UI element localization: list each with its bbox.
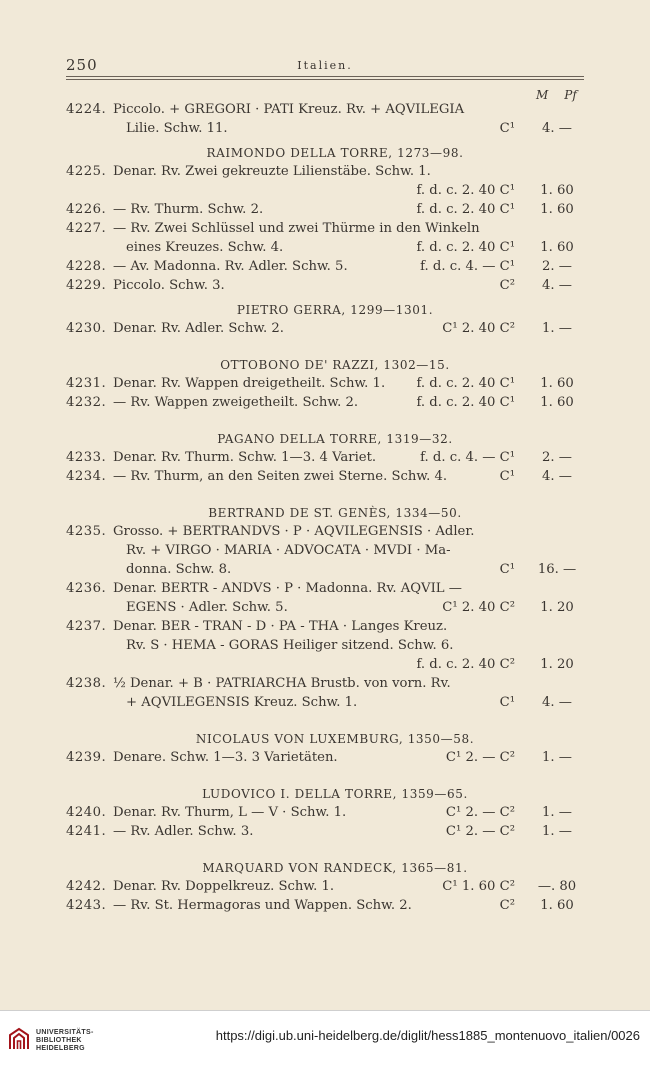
catalogue-entry bbox=[0, 162, 650, 181]
entry-continuation bbox=[0, 598, 650, 617]
entry-continuation bbox=[0, 181, 650, 200]
entry-description: Grosso. + BERTRANDVS · P · AQVILEGENSIS · Adler. bbox=[113, 524, 475, 539]
entry-price: 1. — bbox=[542, 824, 572, 839]
currency-pfennig: Pf bbox=[564, 88, 577, 102]
catalogue-entry bbox=[0, 276, 650, 295]
entry-description: Piccolo. Schw. 3. bbox=[113, 278, 225, 293]
catalogue-entry bbox=[0, 748, 650, 767]
catalogue-entry bbox=[0, 374, 650, 393]
entry-grade: f. d. c. 2. 40 C¹ bbox=[416, 183, 515, 198]
entry-number: 4236. bbox=[66, 581, 107, 596]
university-library-logo-icon bbox=[8, 1027, 30, 1051]
catalogue-entry bbox=[0, 467, 650, 486]
entry-grade: f. d. c. 4. — C¹ bbox=[420, 450, 515, 465]
entry-grade: f. d. c. 2. 40 C¹ bbox=[416, 202, 515, 217]
entry-description: Denar. Rv. Thurm, L — V · Schw. 1. bbox=[113, 805, 347, 820]
entry-price: 1. 60 bbox=[540, 240, 574, 255]
entry-number: 4234. bbox=[66, 469, 107, 484]
viewer-footer bbox=[0, 1010, 650, 1067]
entry-grade: C¹ 2. 40 C² bbox=[442, 600, 515, 615]
entry-number: 4230. bbox=[66, 321, 107, 336]
section-heading: PAGANO DELLA TORRE, 1319—32. bbox=[217, 432, 453, 446]
entry-description: — Rv. Thurm. Schw. 2. bbox=[113, 202, 264, 217]
entry-price: 1. — bbox=[542, 750, 572, 765]
catalogue-entry bbox=[0, 257, 650, 276]
entry-description: — Rv. Zwei Schlüssel und zwei Thürme in den Winkeln bbox=[113, 221, 480, 236]
spacer bbox=[0, 486, 650, 498]
entry-grade: f. d. c. 2. 40 C¹ bbox=[416, 240, 515, 255]
entry-number: 4238. bbox=[66, 676, 107, 691]
spacer bbox=[0, 841, 650, 853]
entry-description: Denar. Rv. Doppelkreuz. Schw. 1. bbox=[113, 879, 335, 894]
entry-description: Lilie. Schw. 11. bbox=[126, 121, 228, 136]
catalogue-entry bbox=[0, 319, 650, 338]
page-number: 250 bbox=[66, 56, 98, 74]
entry-number: 4231. bbox=[66, 376, 107, 391]
entry-continuation bbox=[0, 238, 650, 257]
entry-grade: C¹ 2. — C² bbox=[445, 750, 515, 765]
entry-number: 4237. bbox=[66, 619, 107, 634]
spacer bbox=[0, 767, 650, 779]
catalogue-entry bbox=[0, 100, 650, 119]
entry-description: eines Kreuzes. Schw. 4. bbox=[126, 240, 284, 255]
entry-number: 4232. bbox=[66, 395, 107, 410]
entry-description: — Rv. Adler. Schw. 3. bbox=[113, 824, 254, 839]
entry-price: 4. — bbox=[542, 469, 572, 484]
entry-grade: C² bbox=[499, 278, 515, 293]
entry-grade: C¹ bbox=[499, 695, 515, 710]
entry-description: Denare. Schw. 1—3. 3 Varietäten. bbox=[113, 750, 338, 765]
entry-grade: f. d. c. 2. 40 C¹ bbox=[416, 376, 515, 391]
entry-continuation bbox=[0, 119, 650, 138]
entry-number: 4229. bbox=[66, 278, 107, 293]
catalogue-entry bbox=[0, 219, 650, 238]
entry-price: —. 80 bbox=[537, 879, 577, 894]
entry-price: 16. — bbox=[537, 562, 577, 577]
entry-grade: C¹ 1. 60 C² bbox=[442, 879, 515, 894]
entry-number: 4235. bbox=[66, 524, 107, 539]
library-name: UNIVERSITÄTS- BIBLIOTHEK HEIDELBERG bbox=[36, 1029, 94, 1052]
entry-continuation bbox=[0, 636, 650, 655]
entry-description: Denar. Rv. Zwei gekreuzte Lilienstäbe. Schw. 1. bbox=[113, 164, 431, 179]
entry-number: 4228. bbox=[66, 259, 107, 274]
entry-grade: C¹ bbox=[499, 121, 515, 136]
section-heading: MARQUARD VON RANDECK, 1365—81. bbox=[202, 861, 468, 875]
section-heading: RAIMONDO DELLA TORRE, 1273—98. bbox=[206, 146, 464, 160]
catalogue-entry bbox=[0, 393, 650, 412]
catalogue-body bbox=[0, 100, 650, 915]
catalogue-entry bbox=[0, 896, 650, 915]
entry-description: Piccolo. + GREGORI · PATI Kreuz. Rv. + AQVILEGIA bbox=[113, 102, 465, 117]
catalogue-entry bbox=[0, 522, 650, 541]
catalogue-entry bbox=[0, 877, 650, 896]
entry-description: ½ Denar. + B · PATRIARCHA Brustb. von vorn. Rv. bbox=[113, 676, 451, 691]
currency-mark: M bbox=[536, 88, 549, 102]
header-rule bbox=[66, 76, 584, 77]
running-title: Italien. bbox=[297, 59, 353, 72]
spacer bbox=[0, 412, 650, 424]
entry-price: 2. — bbox=[542, 450, 572, 465]
spacer bbox=[0, 712, 650, 724]
entry-price: 1. 60 bbox=[540, 395, 574, 410]
catalogue-entry bbox=[0, 617, 650, 636]
entry-continuation bbox=[0, 560, 650, 579]
entry-grade: f. d. c. 2. 40 C¹ bbox=[416, 395, 515, 410]
entry-description: donna. Schw. 8. bbox=[126, 562, 232, 577]
entry-price: 1. 20 bbox=[540, 657, 574, 672]
entry-grade: f. d. c. 4. — C¹ bbox=[420, 259, 515, 274]
entry-number: 4243. bbox=[66, 898, 107, 913]
catalogue-entry bbox=[0, 822, 650, 841]
entry-number: 4224. bbox=[66, 102, 107, 117]
entry-description: Denar. BERTR - ANDVS · P · Madonna. Rv. AQVIL — bbox=[113, 581, 462, 596]
entry-continuation bbox=[0, 693, 650, 712]
page-header bbox=[66, 56, 584, 78]
entry-grade: C¹ bbox=[499, 562, 515, 577]
entry-description: Rv. + VIRGO · MARIA · ADVOCATA · MVDI · Ma- bbox=[126, 543, 451, 558]
entry-number: 4225. bbox=[66, 164, 107, 179]
section-heading: BERTRAND DE ST. GENÈS, 1334—50. bbox=[208, 506, 462, 520]
entry-grade: C¹ 2. 40 C² bbox=[442, 321, 515, 336]
entry-grade: f. d. c. 2. 40 C² bbox=[416, 657, 515, 672]
catalogue-entry bbox=[0, 803, 650, 822]
header-rule-double bbox=[66, 79, 584, 80]
permalink-url[interactable]: https://digi.ub.uni-heidelberg.de/diglit/hess1885_montenuovo_italien/0026 bbox=[215, 1028, 640, 1043]
entry-number: 4242. bbox=[66, 879, 107, 894]
entry-price: 1. 60 bbox=[540, 202, 574, 217]
section-heading: PIETRO GERRA, 1299—1301. bbox=[236, 303, 434, 317]
section-heading: NICOLAUS VON LUXEMBURG, 1350—58. bbox=[195, 732, 475, 746]
entry-number: 4240. bbox=[66, 805, 107, 820]
entry-description: EGENS · Adler. Schw. 5. bbox=[126, 600, 288, 615]
entry-price: 1. 20 bbox=[540, 600, 574, 615]
entry-description: — Rv. St. Hermagoras und Wappen. Schw. 2. bbox=[113, 898, 412, 913]
entry-description: Rv. S · HEMA - GORAS Heiliger sitzend. Schw. 6. bbox=[126, 638, 454, 653]
entry-number: 4241. bbox=[66, 824, 107, 839]
catalogue-entry bbox=[0, 674, 650, 693]
entry-description: Denar. Rv. Adler. Schw. 2. bbox=[113, 321, 284, 336]
entry-description: — Rv. Wappen zweigetheilt. Schw. 2. bbox=[113, 395, 359, 410]
section-heading: LUDOVICO I. DELLA TORRE, 1359—65. bbox=[202, 787, 468, 801]
entry-grade: C² bbox=[499, 898, 515, 913]
entry-price: 1. 60 bbox=[540, 376, 574, 391]
entry-number: 4239. bbox=[66, 750, 107, 765]
entry-number: 4233. bbox=[66, 450, 107, 465]
entry-price: 1. 60 bbox=[540, 898, 574, 913]
entry-continuation bbox=[0, 541, 650, 560]
entry-grade: C¹ 2. — C² bbox=[445, 805, 515, 820]
section-heading: OTTOBONO DE' RAZZI, 1302—15. bbox=[220, 358, 450, 372]
entry-continuation bbox=[0, 655, 650, 674]
entry-price: 4. — bbox=[542, 121, 572, 136]
entry-description: + AQVILEGENSIS Kreuz. Schw. 1. bbox=[126, 695, 358, 710]
spacer bbox=[0, 338, 650, 350]
entry-price: 2. — bbox=[542, 259, 572, 274]
entry-description: Denar. BER - TRAN - D · PA - THA · Langes Kreuz. bbox=[113, 619, 448, 634]
entry-grade: C¹ 2. — C² bbox=[445, 824, 515, 839]
catalogue-entry bbox=[0, 448, 650, 467]
entry-price: 1. 60 bbox=[540, 183, 574, 198]
entry-price: 4. — bbox=[542, 278, 572, 293]
entry-price: 1. — bbox=[542, 321, 572, 336]
entry-description: — Av. Madonna. Rv. Adler. Schw. 5. bbox=[113, 259, 348, 274]
entry-description: Denar. Rv. Wappen dreigetheilt. Schw. 1. bbox=[113, 376, 386, 391]
entry-number: 4227. bbox=[66, 221, 107, 236]
entry-description: Denar. Rv. Thurm. Schw. 1—3. 4 Variet. bbox=[113, 450, 377, 465]
catalogue-entry bbox=[0, 579, 650, 598]
entry-number: 4226. bbox=[66, 202, 107, 217]
entry-grade: C¹ bbox=[499, 469, 515, 484]
entry-price: 4. — bbox=[542, 695, 572, 710]
catalogue-entry bbox=[0, 200, 650, 219]
entry-price: 1. — bbox=[542, 805, 572, 820]
entry-description: — Rv. Thurm, an den Seiten zwei Sterne. Schw. 4. bbox=[113, 469, 448, 484]
